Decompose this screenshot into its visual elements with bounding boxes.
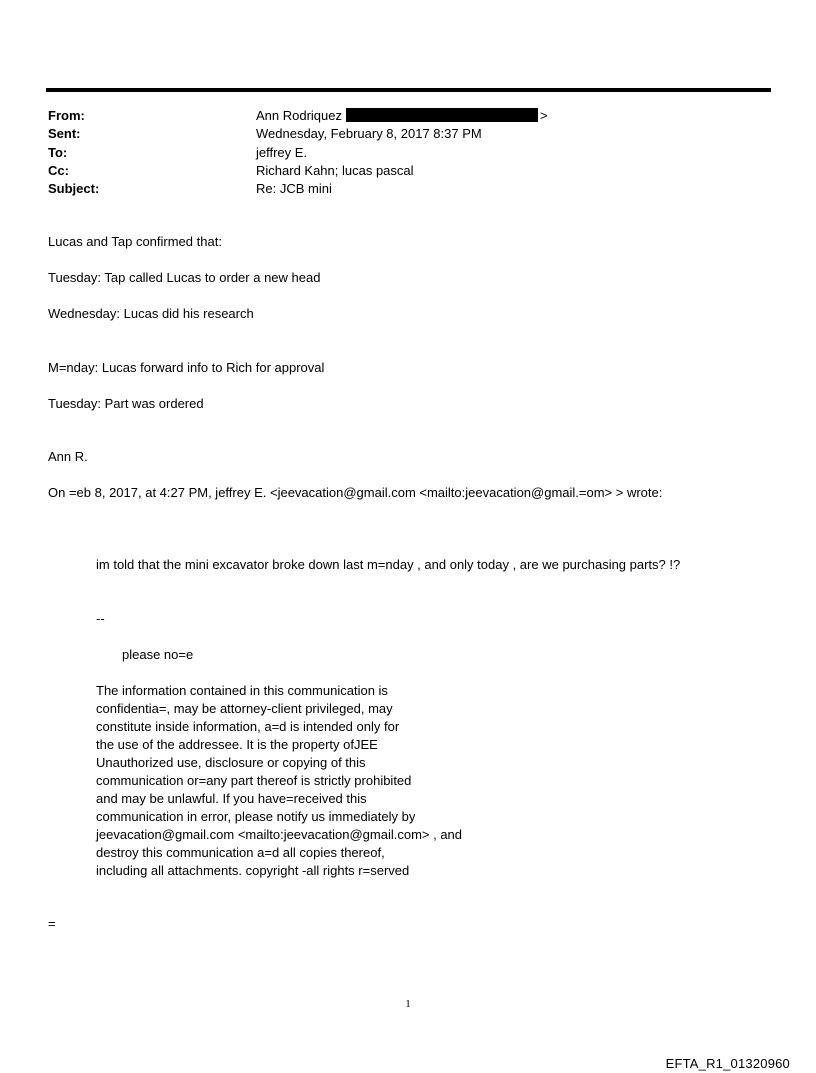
cc-label: Cc:: [48, 163, 69, 178]
disclaimer-line: communication or=any part thereof is strictly prohibited: [96, 773, 412, 788]
disclaimer-line: Unauthorized use, disclosure or copying of this: [96, 755, 366, 770]
sent-label: Sent:: [48, 126, 81, 141]
body-paragraph: M=nday: Lucas forward info to Rich for approval: [48, 360, 325, 375]
sent-value: Wednesday, February 8, 2017 8:37 PM: [256, 126, 482, 141]
disclaimer-line: jeevacation@gmail.com <mailto:jeevacation@gmail.com> , and: [96, 827, 463, 842]
disclaimer-line: confidentia=, may be attorney-client privileged, may: [96, 701, 393, 716]
body-paragraph: Lucas and Tap confirmed that:: [48, 234, 222, 249]
from-label: From:: [48, 108, 85, 123]
body-paragraph: Tuesday: Part was ordered: [48, 396, 204, 411]
page-number: 1: [405, 998, 411, 1010]
from-name: Ann Rodriquez: [256, 108, 342, 123]
disclaimer-line: and may be unlawful. If you have=received this: [96, 791, 367, 806]
quoted-message: im told that the mini excavator broke down last m=nday , and only today , are we purchasing parts? !?: [96, 557, 681, 572]
subject-value: Re: JCB mini: [256, 181, 332, 196]
signoff: Ann R.: [48, 449, 88, 464]
header-rule: [46, 88, 771, 92]
quoted-signature: please no=e: [122, 647, 194, 662]
disclaimer-line: including all attachments. copyright -all rights r=served: [96, 863, 410, 878]
quoted-separator: --: [96, 611, 105, 626]
trailing-character: =: [48, 916, 56, 931]
cc-value: Richard Kahn; lucas pascal: [256, 163, 414, 178]
redaction-bar: [346, 108, 538, 122]
from-suffix: >: [540, 108, 548, 123]
from-value: [256, 108, 548, 124]
disclaimer-line: destroy this communication a=d all copies thereof,: [96, 845, 385, 860]
reply-attribution: On =eb 8, 2017, at 4:27 PM, jeffrey E. <jeevacation@gmail.com <mailto:jeevacation@gmail.=om> > wrote:: [48, 485, 663, 500]
disclaimer-line: communication in error, please notify us immediately by: [96, 809, 416, 824]
disclaimer-line: constitute inside information, a=d is intended only for: [96, 719, 400, 734]
disclaimer-line: The information contained in this communication is: [96, 683, 388, 698]
to-label: To:: [48, 145, 68, 160]
body-paragraph: Wednesday: Lucas did his research: [48, 306, 254, 321]
body-paragraph: Tuesday: Tap called Lucas to order a new head: [48, 270, 321, 285]
disclaimer-line: the use of the addressee. It is the property ofJEE: [96, 737, 378, 752]
to-value: jeffrey E.: [256, 145, 308, 160]
bates-number: EFTA_R1_01320960: [665, 1056, 790, 1071]
subject-label: Subject:: [48, 181, 100, 196]
